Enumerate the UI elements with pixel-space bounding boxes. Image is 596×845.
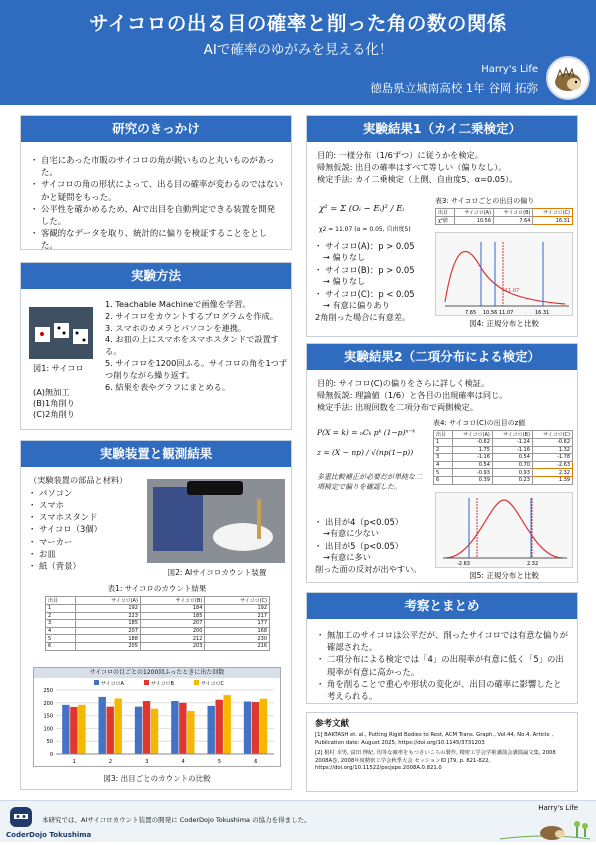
bar — [252, 702, 259, 754]
result2-note: 多重比較補正が必要だが単純な二項検定で偏りを確認した。 — [317, 473, 422, 491]
result2-hypothesis: 帰無仮説: 理論値（1/6）と各目の出現確率は同じ。 — [317, 389, 508, 400]
chi-square-formula: χ² = Σ (Oᵢ − Eᵢ)² / Eᵢ — [319, 204, 405, 214]
chi-critical: χ2 = 11.07 (α = 0.05, 自由度5) — [319, 226, 411, 233]
table-cell: 200 — [140, 627, 204, 635]
table-cell: 3 — [46, 620, 76, 628]
poster-subtitle: AIで確率のゆがみを見える化！ — [203, 42, 393, 58]
normal-distribution-plot — [435, 492, 573, 568]
table-cell: 16.31 — [533, 217, 573, 225]
table-row — [434, 454, 573, 462]
table-cell: 5 — [434, 469, 453, 477]
author-line: 徳島県立城南高校 1年 谷岡 拓弥 — [370, 81, 538, 95]
bar — [135, 707, 142, 754]
fig2-caption: 図2: AIサイコロカウント装置 — [167, 568, 267, 577]
chi-distribution-plot — [435, 232, 573, 316]
bar — [223, 695, 230, 754]
team-name: Harry's Life — [481, 64, 538, 75]
equipment-item: ・ サイコロ（3個） — [29, 523, 134, 535]
method-step: 6. 結果を表やグラフにまとめる。 — [105, 381, 231, 392]
bar — [171, 701, 178, 754]
result1-item: → 有意に偏りあり — [323, 300, 390, 311]
table-header: サイコロ(A) — [76, 597, 140, 605]
dice-label: (B)1角削り — [33, 398, 75, 408]
table-cell: 5 — [46, 635, 76, 643]
table-cell: 1 — [46, 605, 76, 613]
table-row — [46, 627, 270, 635]
table1-caption: 表1: サイコロのカウント結果 — [107, 584, 207, 593]
result1-hypothesis: 帰無仮説: 出目の確率はすべて等しい（偏りなし）。 — [317, 161, 507, 172]
result2-purpose: 目的: サイコロ(C)の偏りをさらに詳しく検証。 — [317, 378, 490, 388]
discussion-item: ・ 無加工のサイコロは公平だが、削ったサイコロでは有意な偏りが確認された。 — [317, 629, 569, 653]
table3-caption: 表3: サイコロごとの出目の偏り — [435, 197, 535, 205]
discussion-card — [306, 592, 578, 704]
table-row — [434, 469, 573, 477]
reference-item: [1] BAKTASH et. al., Putting Rigid Bodies to Rest, ACM Trans. Graph., Vol.44, No.4, Article , Publication date: August 2025, https://doi.org/10.1145/3731203 — [315, 732, 554, 746]
table-row — [436, 217, 573, 225]
equipment-card — [20, 440, 292, 790]
dice-label: (C)2角削り — [33, 409, 75, 419]
discussion-heading: 考察とまとめ — [307, 593, 577, 619]
table-cell: -2.63 — [532, 461, 572, 469]
table-cell: 217 — [205, 612, 270, 620]
table-cell: 4 — [46, 627, 76, 635]
method-card — [20, 262, 292, 430]
table-header: 出目 — [434, 431, 453, 439]
table-cell: 185 — [76, 620, 140, 628]
table-header: サイコロ(C) — [532, 431, 572, 439]
x-tick-label: 4 — [181, 759, 185, 765]
motivation-item: ・ サイコロの角の形状によって、出る目の確率が変わるのではないかと疑問をもった。 — [31, 178, 283, 202]
table-row — [46, 635, 270, 643]
result2-item: →有意に少ない — [323, 528, 379, 539]
method-step: 4. お皿の上にスマホをスマホスタンドで設置する。 — [105, 334, 279, 357]
device-photo — [147, 479, 285, 563]
table-row — [434, 461, 573, 469]
x-tick-label: 1 — [72, 759, 76, 765]
binomial-formula: P(X = k) = ₙCₖ pᵏ (1−p)ⁿ⁻ᵏ — [317, 428, 416, 437]
equipment-item: ・ お皿 — [29, 548, 134, 560]
bar — [216, 700, 223, 754]
y-tick-label: 150 — [43, 713, 53, 720]
header-banner — [0, 0, 596, 105]
table-cell: -0.62 — [452, 439, 492, 447]
discussion-item: ・ 角を削ることで重心や形状の変化が、出目の確率に影響したと考えられる。 — [317, 678, 569, 702]
footer-team: Harry's Life — [538, 804, 578, 812]
hedgehog-logo-icon — [546, 56, 590, 100]
legend-swatch — [194, 680, 199, 685]
table-cell: 177 — [205, 620, 270, 628]
equipment-item: ・ スマホスタンド — [29, 511, 134, 523]
count-bar-chart — [34, 678, 280, 766]
table-header: サイコロ(C) — [205, 597, 270, 605]
fig3-caption: 図3: 出目ごとのカウントの比較 — [103, 774, 211, 783]
table-cell: 2.32 — [532, 469, 572, 477]
result1-purpose: 目的: 一様分布（1/6ずつ）に従うかを検定。 — [317, 150, 483, 160]
z-table — [433, 430, 573, 485]
result1-card — [306, 115, 578, 337]
table-cell: 6 — [434, 476, 453, 484]
table-header: 出目 — [436, 209, 455, 217]
x-tick-label: 2 — [108, 759, 113, 765]
method-step: 3. スマホのカメラとパソコンを連携。 — [105, 322, 247, 333]
method-step: 2. サイコロをカウントするプログラムを作成。 — [105, 310, 278, 321]
table-cell: -1.16 — [452, 454, 492, 462]
table-cell: 1.32 — [532, 446, 572, 454]
table4-caption: 表4: サイコロ(C)の出目のz値 — [433, 419, 526, 427]
table-cell: 205 — [76, 642, 140, 650]
table-cell: 192 — [76, 605, 140, 613]
bar — [62, 705, 69, 754]
table-cell: 216 — [205, 642, 270, 650]
table-cell: 207 — [140, 620, 204, 628]
result2-item: ・ 出目が4（p<0.05） — [315, 516, 433, 528]
table-row — [46, 620, 270, 628]
result2-card — [306, 343, 578, 583]
table-cell: 184 — [140, 605, 204, 613]
z-formula: z = (X − np) / √(np(1−p)) — [317, 448, 414, 457]
fig4-value: 11.07 — [505, 288, 520, 294]
table-row — [46, 642, 270, 650]
legend-swatch — [144, 680, 149, 685]
fig4-tick: 10.56 — [483, 310, 498, 316]
chi-table — [435, 208, 573, 225]
table-header: 出目 — [46, 597, 76, 605]
poster-title: サイコロの出る目の確率と削った角の数の関係 — [89, 12, 507, 35]
table-cell: 1.75 — [452, 446, 492, 454]
bar — [78, 705, 85, 754]
references-title: 参考文献 — [315, 719, 350, 729]
x-tick-label: 6 — [254, 759, 258, 765]
motivation-heading: 研究のきっかけ — [21, 116, 291, 142]
result1-item: ・ サイコロ(B)：p > 0.05 — [315, 264, 433, 276]
table-cell: 3 — [434, 454, 453, 462]
table-header: サイコロ(A) — [454, 209, 493, 217]
table-cell: 230 — [205, 635, 270, 643]
table-row — [434, 439, 573, 447]
table-cell: 0.54 — [452, 461, 492, 469]
bar — [260, 699, 267, 754]
fig5-tick: -2.63 — [457, 561, 470, 567]
y-tick-label: 50 — [46, 739, 53, 746]
result1-conclusion: 2角削った場合に有意差。 — [315, 312, 411, 322]
table-cell: -1.24 — [492, 439, 532, 447]
bar — [70, 707, 77, 754]
bar — [143, 701, 150, 754]
table-header: サイコロ(A) — [452, 431, 492, 439]
fig4-caption: 図4: 正規分布と比較 — [469, 319, 539, 328]
table-cell: 2 — [434, 446, 453, 454]
chart-title-bar: サイコロの目ごとの1200回ふったときに出た回数 — [34, 668, 280, 678]
result2-method: 検定手法: 出現回数を二項分布で両側検定。 — [317, 401, 478, 412]
table-cell: 203 — [140, 642, 204, 650]
result2-conclusion: 削った面の反対が出やすい。 — [315, 564, 422, 574]
bar — [187, 711, 194, 754]
bar-chart-panel — [33, 667, 281, 767]
table-cell: 188 — [76, 635, 140, 643]
y-tick-label: 100 — [43, 726, 53, 733]
bar — [99, 697, 106, 754]
table-cell: -1.16 — [492, 446, 532, 454]
dice-photo — [29, 307, 93, 359]
references-card — [306, 712, 578, 792]
table-cell: 207 — [76, 627, 140, 635]
method-heading: 実験方法 — [21, 263, 291, 289]
table-cell: 7.64 — [494, 217, 533, 225]
equipment-heading: 実験装置と観測結果 — [21, 441, 291, 467]
discussion-item: ・ 二項分布による検定では「4」の出現率が有意に低く「5」の出現率が有意に高かった。 — [317, 653, 569, 677]
result2-item: ・ 出目が5（p<0.05） — [315, 540, 433, 552]
motivation-item: ・ 自宅にあった市販のサイコロの角が鋭いものと丸いものがあった。 — [31, 154, 283, 178]
motivation-item: ・ 客観的なデータを取り、統計的に偏りを検証することをとした。 — [31, 227, 283, 251]
hedgehog-illustration-icon — [500, 813, 590, 841]
table-cell: 0.93 — [492, 469, 532, 477]
table-cell: 2 — [46, 612, 76, 620]
equipment-item: ・ スマホ — [29, 499, 134, 511]
fig5-tick: 2.32 — [527, 561, 539, 567]
coderdojo-logo-icon — [8, 805, 34, 829]
table-cell: -0.62 — [532, 439, 572, 447]
table-cell: 0.39 — [452, 476, 492, 484]
legend-label: サイコロA — [101, 681, 124, 687]
table-cell: 1.39 — [532, 476, 572, 484]
result1-method: 検定手法: カイ二乗検定（上側、自由度5、α=0.05）。 — [317, 173, 518, 184]
legend-swatch — [94, 680, 99, 685]
motivation-item: ・ 公平性を確かめるため、AIで出目を自動判定できる装置を開発した。 — [31, 203, 283, 227]
y-tick-label: 0 — [49, 752, 53, 758]
equipment-item: ・ 紙（背景） — [29, 560, 134, 572]
dice-label: (A)無加工 — [33, 387, 70, 397]
table-header: サイコロ(B) — [494, 209, 533, 217]
motivation-card — [20, 115, 292, 250]
table-cell: 1 — [434, 439, 453, 447]
x-tick-label: 3 — [145, 759, 149, 765]
equipment-item: ・ パソコン — [29, 487, 134, 499]
footer-note: 本研究では、AIサイコロカウント装置の開発に CoderDojo Tokushima の協力を得ました。 — [42, 816, 311, 824]
method-step: 1. Teachable Machineで画像を学習。 — [105, 299, 251, 309]
legend-label: サイコロB — [151, 681, 174, 687]
equipment-list-title: （実験装置の部品と材料） — [29, 475, 128, 485]
count-table — [45, 596, 270, 651]
table-row — [434, 446, 573, 454]
y-tick-label: 250 — [43, 688, 53, 694]
bar — [151, 709, 158, 754]
result1-heading: 実験結果1（カイ二乗検定） — [307, 116, 577, 142]
result1-item: → 偏りなし — [323, 252, 366, 263]
bar — [244, 702, 251, 754]
table-row — [46, 612, 270, 620]
fig4-tick: 16.31 — [535, 310, 550, 316]
bar — [114, 698, 121, 754]
table-cell: 185 — [140, 612, 204, 620]
footer — [0, 800, 596, 842]
reference-item: [2] 根村 幸男, 富田 博紀, 均等な確率をもつさいころの製作, 精密工学会学術講演会講演論文集, 2008 2008A巻, 2008年度精密工学会秋季大会 セッションID J79, p. 821-822, https://doi.org/10.11522/pscjspe.2008A.0.821.0 — [315, 750, 556, 771]
equipment-item: ・ マーカー — [29, 536, 134, 548]
bar — [107, 707, 114, 754]
bar — [208, 706, 215, 754]
result1-item: ・ サイコロ(A)：p > 0.05 — [315, 240, 433, 252]
fig4-tick: 11.07 — [499, 310, 514, 316]
table-cell: 4 — [434, 461, 453, 469]
table-header: サイコロ(B) — [140, 597, 204, 605]
table-cell: -1.78 — [532, 454, 572, 462]
table-cell: 223 — [76, 612, 140, 620]
result1-item: ・ サイコロ(C)：p < 0.05 — [315, 288, 433, 300]
table-cell: -0.93 — [452, 469, 492, 477]
table-cell: χ²値 — [436, 217, 455, 225]
table-header: サイコロ(B) — [492, 431, 532, 439]
y-tick-label: 200 — [43, 700, 53, 707]
table-cell: 212 — [140, 635, 204, 643]
table-row — [434, 476, 573, 484]
result1-item: → 偏りなし — [323, 276, 366, 287]
legend-label: サイコロC — [201, 681, 224, 687]
footer-org: CoderDojo Tokushima — [6, 831, 92, 839]
method-step: 5. サイコロを1200回ふる。サイコロの角を1つずつ削りながら繰り返す。 — [105, 357, 288, 380]
table-header: サイコロ(C) — [533, 209, 573, 217]
table-cell: 0.70 — [492, 461, 532, 469]
table-cell: 0.54 — [492, 454, 532, 462]
table-cell: 192 — [205, 605, 270, 613]
fig5-caption: 図5: 正規分布と比較 — [469, 571, 539, 580]
result2-item: →有意に多い — [323, 552, 371, 563]
table-row — [46, 605, 270, 613]
bar — [179, 703, 186, 754]
table-cell: 10.56 — [454, 217, 493, 225]
fig1-caption: 図1: サイコロ — [33, 363, 84, 373]
result2-heading: 実験結果2（二項分布による検定） — [307, 344, 577, 370]
table-cell: 6 — [46, 642, 76, 650]
table-cell: 168 — [205, 627, 270, 635]
table-cell: 0.23 — [492, 476, 532, 484]
x-tick-label: 5 — [217, 759, 222, 765]
fig4-tick: 7.65 — [465, 310, 477, 316]
